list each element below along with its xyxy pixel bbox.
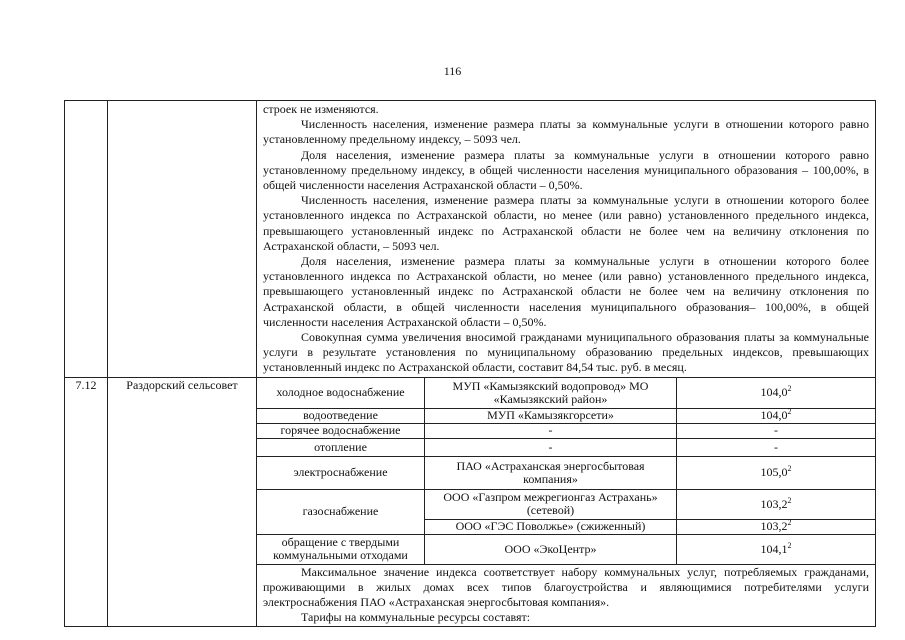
table-row-continuation bbox=[65, 101, 876, 378]
service-name: отопление bbox=[257, 438, 425, 456]
service-index: - bbox=[677, 438, 876, 456]
page-number: 116 bbox=[443, 64, 462, 78]
service-provider: ООО «Газпром межрегионгаз Астрахань» (сетевой) bbox=[425, 489, 677, 519]
service-name: холодное водоснабжение bbox=[257, 377, 425, 408]
service-index: - bbox=[677, 423, 876, 438]
cell-number-empty bbox=[65, 101, 108, 378]
service-index: 104,0$^2$ bbox=[677, 377, 876, 408]
municipality-name: Раздорский сельсовет bbox=[108, 377, 257, 627]
service-index: 103,2$^2$ bbox=[677, 519, 876, 534]
table-row-7-12 bbox=[65, 377, 876, 627]
paragraph: Доля населения, изменение размера платы за коммунальные услуги в отношении которого равно установленному предельному индексу, в общей численности населения муниципального образования – 100,00%, в общей численности населения Астраханской области – 0,50%. bbox=[263, 147, 869, 193]
service-row bbox=[257, 377, 876, 408]
service-row bbox=[257, 438, 876, 456]
services-table bbox=[256, 377, 876, 565]
service-name: горячее водоснабжение bbox=[257, 423, 425, 438]
paragraph: Численность населения, изменение размера платы за коммунальные услуги в отношении которого более установленного индекса по Астраханской области, но менее (или равно) установленного предельного индекса, превышающего установленный индекс по Астраханской области не более чем на величину отклонения по Астраханской области, – 5093 чел. bbox=[263, 193, 869, 253]
paragraph: Численность населения, изменение размера платы за коммунальные услуги в отношении которого равно установленному предельному индексу, – 5093 чел. bbox=[263, 117, 869, 147]
service-name: электроснабжение bbox=[257, 456, 425, 489]
service-index: 105,0$^2$ bbox=[677, 456, 876, 489]
index-table bbox=[64, 100, 876, 627]
service-name: газоснабжение bbox=[257, 489, 425, 534]
cell-name-empty bbox=[108, 101, 257, 378]
service-provider: - bbox=[425, 423, 677, 438]
paragraph: Совокупная сумма увеличения вносимой гражданами муниципального образования платы за коммунальные услуги в результате установления по муниципальному образованию предельных индексов, превышающих установленный индекс по Астраханской области, составит 84,54 тыс. руб. в месяц. bbox=[263, 330, 869, 375]
paragraph: Доля населения, изменение размера платы за коммунальные услуги в отношении которого более установленного индекса по Астраханской области, но менее (или равно) установленного предельного индекса, превышающего установленный индекс по Астраханской области не более чем на величину отклонения по Астраханской области, в общей численности населения муниципального образования– 100,00%, в общей численности населения Астраханской области – 0,50%. bbox=[263, 254, 869, 329]
service-name: водоотведение bbox=[257, 408, 425, 423]
service-provider: МУП «Камызякский водопровод» МО «Камызякский район» bbox=[425, 377, 677, 408]
service-provider: ООО «ЭкоЦентр» bbox=[425, 534, 677, 564]
note-block bbox=[257, 564, 875, 627]
cell-services bbox=[257, 377, 876, 627]
service-index: 104,0$^2$ bbox=[677, 408, 876, 423]
service-index: 104,1$^2$ bbox=[677, 534, 876, 564]
service-index: 103,2$^2$ bbox=[677, 489, 876, 519]
service-name: обращение с твердыми коммунальными отходами bbox=[257, 534, 425, 564]
service-provider: - bbox=[425, 438, 677, 456]
service-row bbox=[257, 423, 876, 438]
service-provider: МУП «Камызякгорсети» bbox=[425, 408, 677, 423]
service-row bbox=[257, 456, 876, 489]
service-row bbox=[257, 534, 876, 564]
service-row bbox=[257, 408, 876, 423]
row-number: 7.12 bbox=[65, 377, 108, 627]
paragraph: Тарифы на коммунальные ресурсы составят: bbox=[301, 610, 531, 625]
cell-text-block bbox=[257, 101, 876, 378]
service-row bbox=[257, 489, 876, 519]
service-provider: ПАО «Астраханская энергосбытовая компания» bbox=[425, 456, 677, 489]
paragraph: строек не изменяются. bbox=[263, 102, 379, 116]
paragraph: Максимальное значение индекса соответствует набору коммунальных услуг, потребляемых гражданами, проживающими в жилых домах всех типов благоустройства и являющимися потребителями услуги электроснабжения ПАО «Астраханская энергосбытовая компания». bbox=[263, 564, 869, 610]
service-provider: ООО «ГЭС Поволжье» (сжиженный) bbox=[425, 519, 677, 534]
